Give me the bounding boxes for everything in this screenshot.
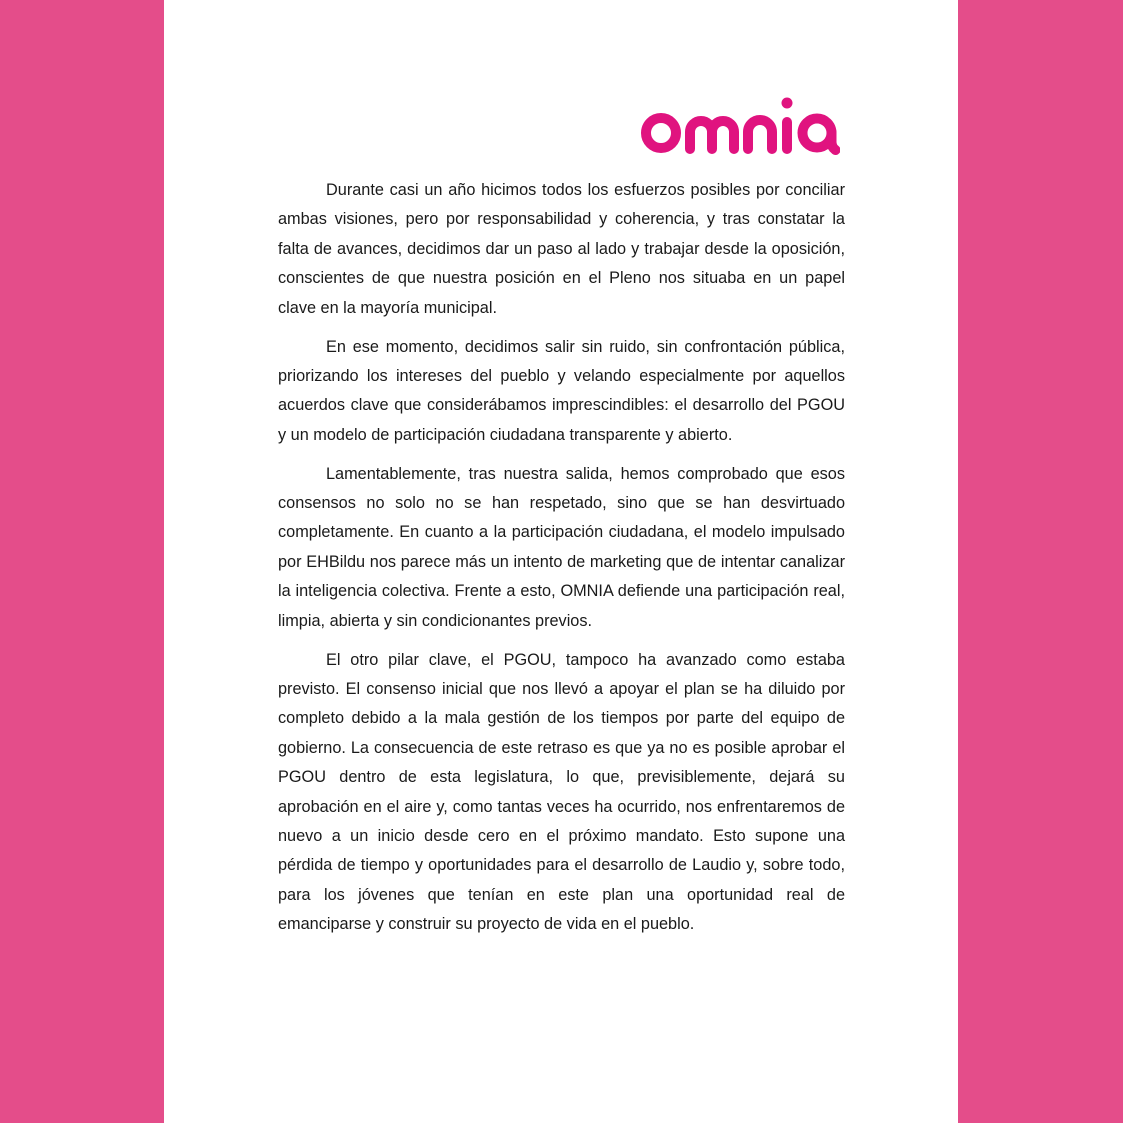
document-page (164, 0, 958, 1123)
right-pink-margin (958, 0, 1123, 1123)
paragraph-3: Lamentablemente, tras nuestra salida, hemos comprobado que esos consensos no solo no se han respetado, sino que se han desvirtuado completamente. En cuanto a la participación ciudadana, el modelo impulsado por EHBildu nos parece más un intento de marketing que de intentar canalizar la inteligencia colectiva. Frente a esto, OMNIA defiende una participación real, limpia, abierta y sin condicionantes previos. (278, 464, 845, 630)
paragraph-1: Durante casi un año hicimos todos los esfuerzos posibles por conciliar ambas visiones, pero por responsabilidad y coherencia, y tras constatar la falta de avances, decidimos dar un paso al lado y trabajar desde la oposición, conscientes de que nuestra posición en el Pleno nos situaba en un papel clave en la mayoría municipal. (278, 181, 845, 317)
paragraph-2: En ese momento, decidimos salir sin ruido, sin confrontación pública, priorizando los intereses del pueblo y velando especialmente por aquellos acuerdos clave que considerábamos imprescindibles: el desarrollo del PGOU y un modelo de participación ciudadana transparente y abierto. (278, 337, 845, 444)
body-text (278, 176, 845, 949)
paragraph-4: El otro pilar clave, el PGOU, tampoco ha avanzado como estaba previsto. El consenso inicial que nos llevó a apoyar el plan se ha diluido por completo debido a la mala gestión de los tiempos por parte del equipo de gobierno. La consecuencia de este retraso es que ya no es posible aprobar el PGOU dentro de esta legislatura, lo que, previsiblemente, dejará su aprobación en el aire y, como tantas veces ha ocurrido, nos enfrentaremos de nuevo a un inicio desde cero en el próximo mandato. Esto supone una pérdida de tiempo y oportunidades para el desarrollo de Laudio y, sobre todo, para los jóvenes que tenían en este plan una oportunidad real de emanciparse y construir su proyecto de vida en el pueblo. (278, 650, 845, 934)
omnia-logo (640, 92, 840, 162)
left-pink-margin (0, 0, 164, 1123)
